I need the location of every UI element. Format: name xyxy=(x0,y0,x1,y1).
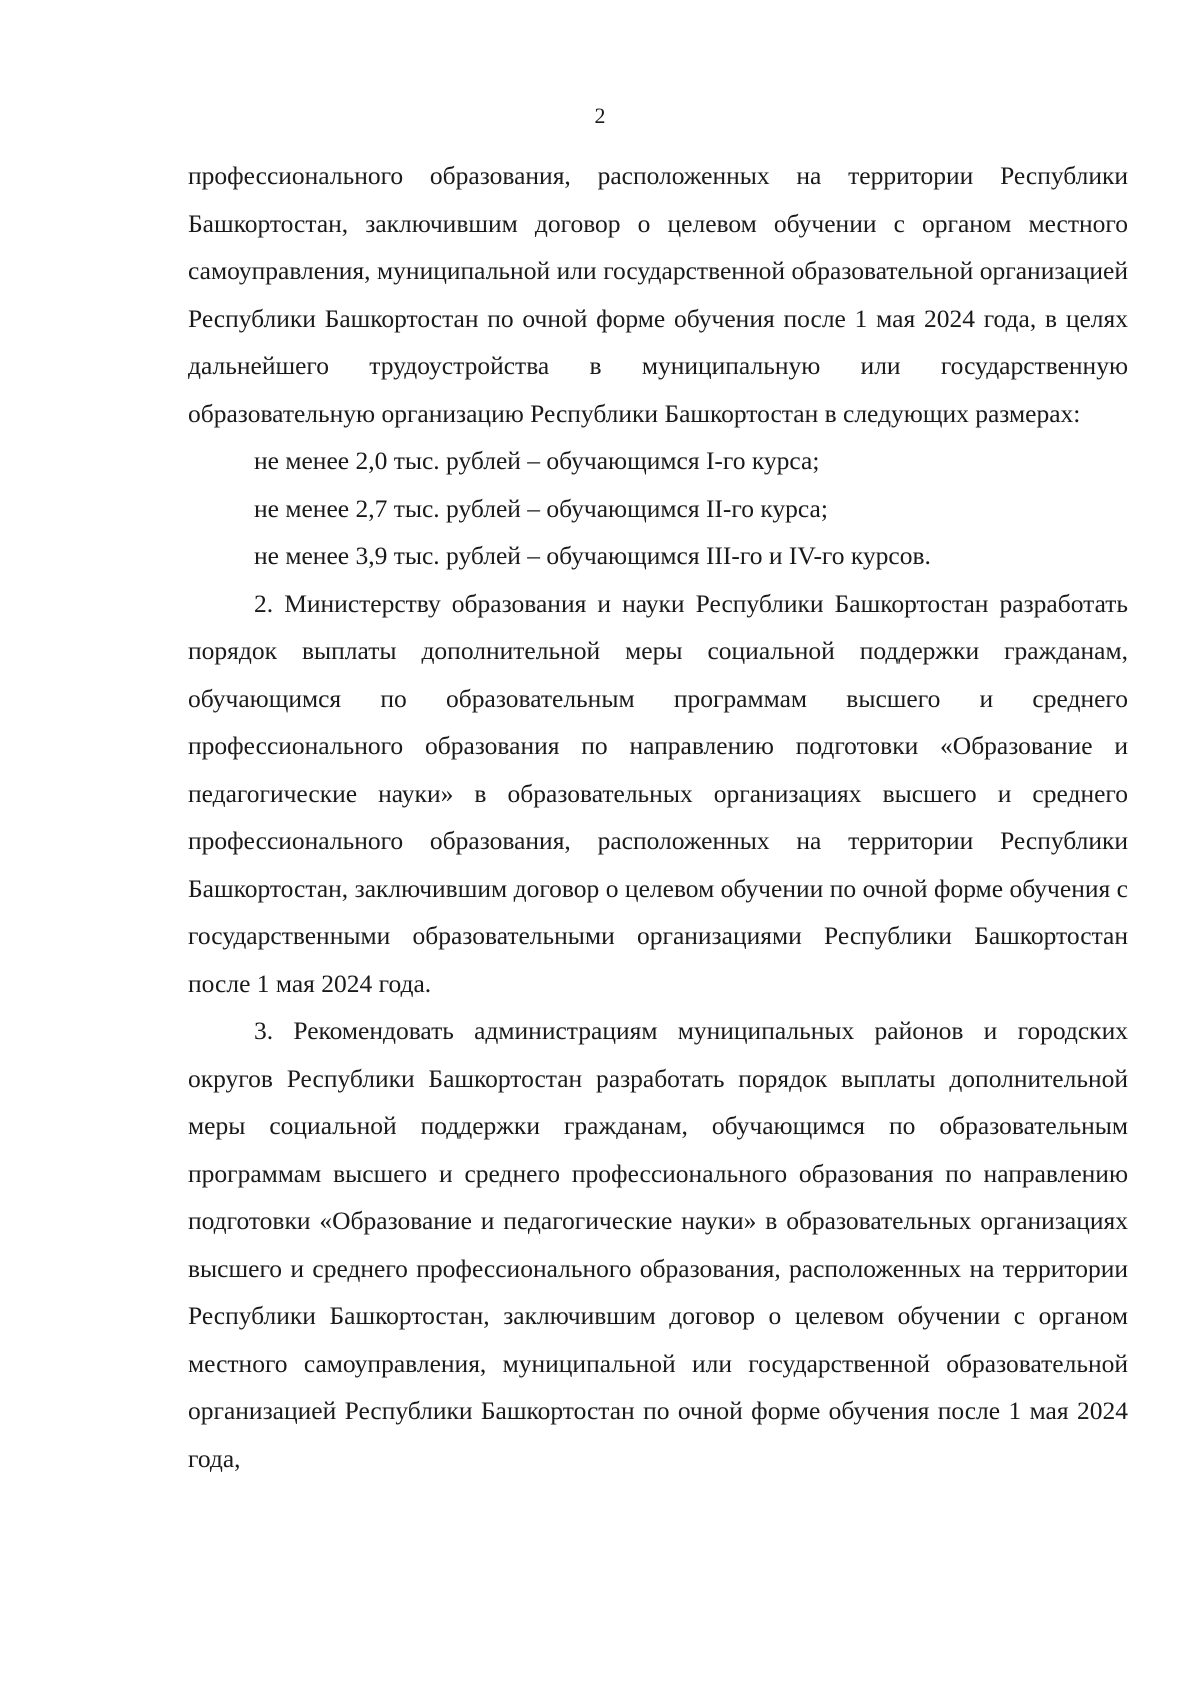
clause-2: 2. Министерству образования и науки Республики Башкортостан разработать порядок выплаты дополнительной меры социальной поддержки гражданам, обучающимся по образовательным программам высшего и среднего профессионального образования по направлению подготовки «Образование и педагогические науки» в образовательных организациях высшего и среднего профессионального образования, расположенных на территории Республики Башкортостан, заключившим договор о целевом обучении по очной форме обучения с государственными образовательными организациями Республики Башкортостан после 1 мая 2024 года. xyxy=(188,588,1128,998)
page-number: 2 xyxy=(594,103,606,128)
list-item-course-3-4: не менее 3,9 тыс. рублей – обучающимся III-го и IV-го курсов. xyxy=(254,541,931,570)
clause-3: 3. Рекомендовать администрациям муниципальных районов и городских округов Республики Башкортостан разработать порядок выплаты дополнительной меры социальной поддержки гражданам, обучающимся по образовательным программам высшего и среднего профессионального образования по направлению подготовки «Образование и педагогические науки» в образовательных организациях высшего и среднего профессионального образования, расположенных на территории Республики Башкортостан, заключившим договор о целевом обучении с органом местного самоуправления, муниципальной или государственной образовательной организацией Республики Башкортостан по очной форме обучения после 1 мая 2024 года, xyxy=(188,1016,1128,1473)
paragraph-continuation: профессионального образования, расположенных на территории Республики Башкортостан, заключившим договор о целевом обучении с органом местного самоуправления, муниципальной или государственной образовательной организацией Республики Башкортостан по очной форме обучения после 1 мая 2024 года, в целях дальнейшего трудоустройства в муниципальную или государственную образовательную организацию Республики Башкортостан в следующих размерах: xyxy=(188,161,1128,428)
list-item-course-2: не менее 2,7 тыс. рублей – обучающимся II-го курса; xyxy=(254,493,828,523)
list-item-course-1: не менее 2,0 тыс. рублей – обучающимся I-го курса; xyxy=(254,446,820,475)
document-body xyxy=(188,152,1128,1482)
